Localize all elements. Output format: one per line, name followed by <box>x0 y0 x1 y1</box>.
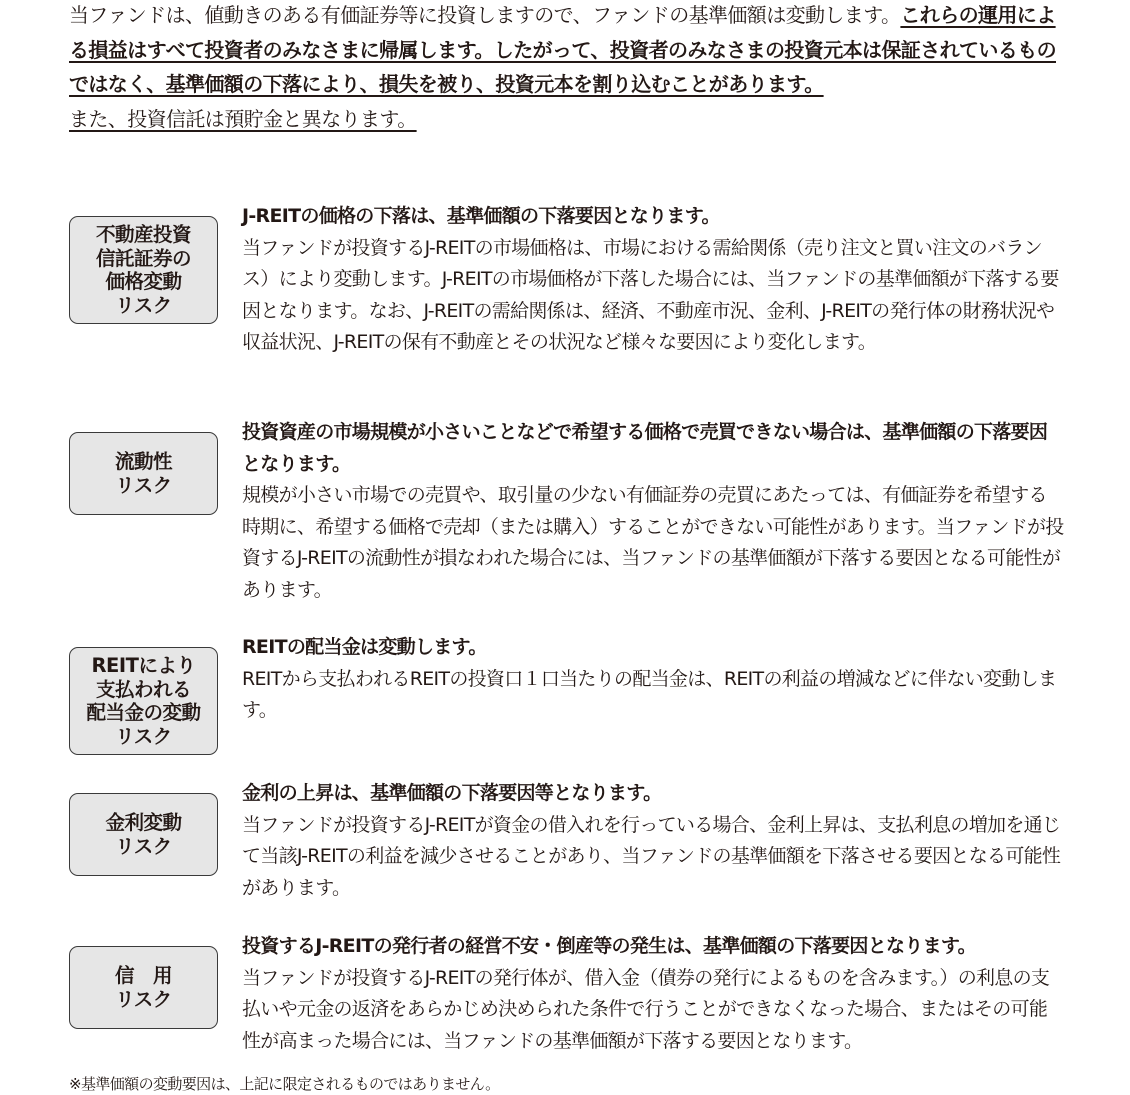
risk-label-line: REITにより <box>91 654 196 677</box>
risk-label-line: リスク <box>115 987 172 1011</box>
risk-body: 当ファンドが投資するJ-REITの発行体が、借入金（債券の発行によるものを含みます。）の利息の支払いや元金の返済をあらかじめ決められた条件で行うことができなくなった場合、またはその可能性が高まった場合には、当ファンドの基準価額が下落する要因となります。 <box>242 966 1050 1052</box>
risk-headline: J-REITの価格の下落は、基準価額の下落要因となります。 <box>242 205 720 227</box>
risk-body: 当ファンドが投資するJ-REITの市場価格は、市場における需給関係（売り注文と買い注文のバランス）により変動します。J-REITの市場価格が下落した場合には、当ファンドの基準価額が下落する要因となります。なお、J-REITの需給関係は、経済、不動産市況、金利、J-REITの発行体の財務状況や収益状況、J-REITの保有不動産とその状況など様々な要因により変化します。 <box>242 236 1059 353</box>
risk-body: REITから支払われるREITの投資口１口当たりの配当金は、REITの利益の増減などに伴ない変動します。 <box>242 667 1057 721</box>
risk-label-line: 信 用 <box>114 964 172 987</box>
risk-label-line: リスク <box>115 724 172 748</box>
risk-label-box <box>69 946 218 1029</box>
risk-headline: 投資するJ-REITの発行者の経営不安・倒産等の発生は、基準価額の下落要因となります。 <box>242 935 976 957</box>
risk-content <box>242 632 1064 727</box>
risk-label-line: 価格変動 <box>105 270 182 293</box>
risk-body: 規模が小さい市場での売買や、取引量の少ない有価証券の売買にあたっては、有価証券を希望する時期に、希望する価格で売却（または購入）することができない可能性があります。当ファンドが投資するJ-REITの流動性が損なわれた場合には、当ファンドの基準価額が下落する要因となる可能性があります。 <box>242 484 1064 601</box>
risk-content <box>242 931 1064 1057</box>
risk-label-line: リスク <box>115 473 172 497</box>
risk-headline: 金利の上昇は、基準価額の下落要因等となります。 <box>242 782 662 804</box>
risk-headline: 投資資産の市場規模が小さいことなどで希望する価格で売買できない場合は、基準価額の下落要因となります。 <box>242 421 1048 475</box>
intro-text-underlined: また、投資信託は預貯金と異なります。 <box>69 106 417 131</box>
risk-label-box <box>69 432 218 515</box>
risk-body: 当ファンドが投資するJ-REITが資金の借入れを行っている場合、金利上昇は、支払利息の増加を通じて当該J-REITの利益を減少させることがあり、当ファンドの基準価額を下落させる要因となる可能性があります。 <box>242 813 1061 899</box>
risk-label-line: 流動性 <box>114 450 172 473</box>
risk-label-line: リスク <box>115 293 172 317</box>
risk-label-line: 支払われる <box>95 677 191 701</box>
risk-label-line: 金利変動 <box>105 811 182 834</box>
risk-label-box <box>69 216 218 324</box>
risk-label-line: 不動産投資 <box>95 223 191 246</box>
risk-label-box <box>69 793 218 876</box>
risk-label-line: 信託証券の <box>95 246 191 270</box>
intro-text-plain: 当ファンドは、値動きのある有価証券等に投資しますので、ファンドの基準価額は変動します。 <box>69 3 901 27</box>
risk-content <box>242 417 1064 606</box>
risk-label-line: リスク <box>115 834 172 858</box>
risk-content <box>242 778 1064 904</box>
risk-label-line: 配当金の変動 <box>86 701 201 724</box>
risk-label-box <box>69 647 218 755</box>
intro-paragraph <box>69 0 1069 136</box>
intro-text-bold-underlined: これらの運用による損益はすべて投資者のみなさまに帰属します。したがって、投資者のみなさまの投資元本は保証されているものではなく、基準価額の下落により、損失を被り、投資元本を割り込むことがあります。 <box>69 3 1056 96</box>
risk-headline: REITの配当金は変動します。 <box>242 636 487 658</box>
footnote: ※基準価額の変動要因は、上記に限定されるものではありません。 <box>69 1075 500 1093</box>
risk-content <box>242 201 1064 359</box>
